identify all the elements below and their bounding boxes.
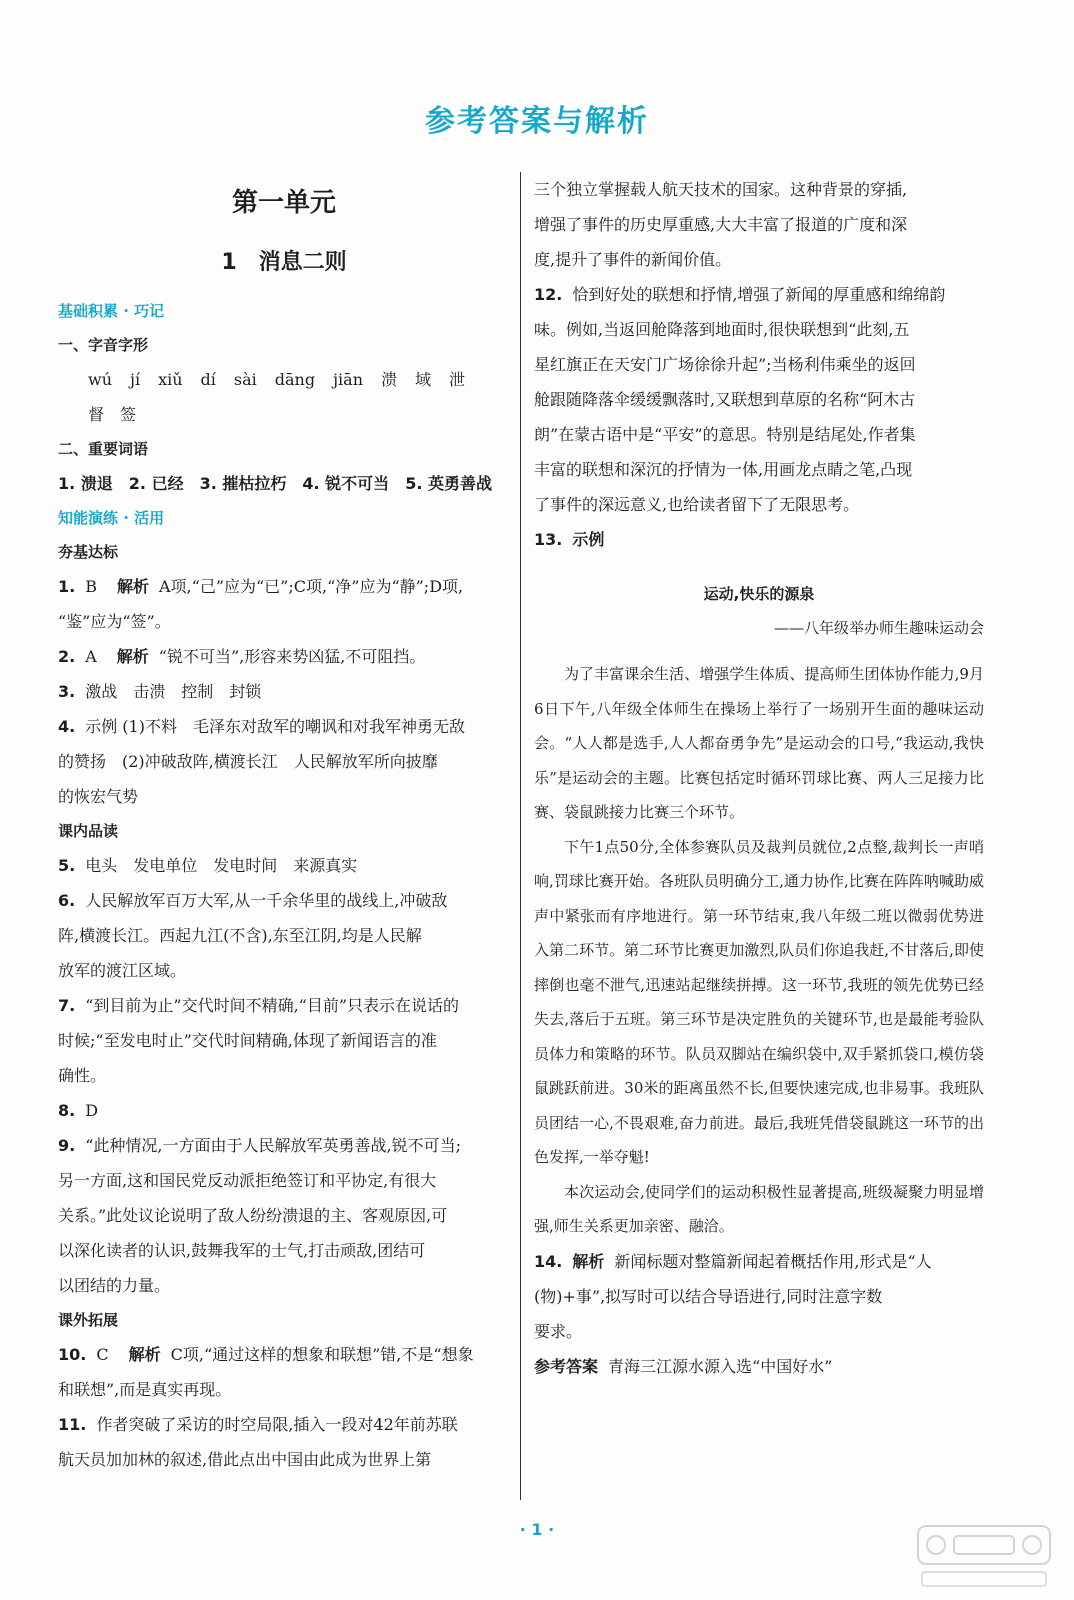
- question-13: 13. 示例: [534, 530, 605, 549]
- question-6-cont-1: 阵,横渡长江。西起九江(不含),东至江阴,均是人民解: [58, 926, 422, 945]
- section-header-basics: 基础积累 · 巧记: [58, 302, 165, 320]
- question-2: 2. A 解析 “锐不可当”,形容来势凶猛,不可阻挡。: [58, 647, 426, 666]
- question-6-cont-2: 放军的渡江区域。: [58, 961, 187, 980]
- question-8: 8. D: [58, 1101, 99, 1120]
- question-6: 6. 人民解放军百万大军,从一千余华里的战线上,冲破敌: [58, 891, 448, 910]
- question-11-cont-2: 三个独立掌握载人航天技术的国家。这种背景的穿插,: [534, 180, 908, 199]
- question-1-cont: “鉴”应为“签”。: [58, 612, 171, 631]
- question-7-cont-1: 时候;“至发电时止”交代时间精确,体现了新闻语言的准: [58, 1031, 437, 1050]
- question-12: 12. 恰到好处的联想和抒情,增强了新闻的厚重感和绵绵韵: [534, 285, 946, 304]
- question-11-cont-4: 度,提升了事件的新闻价值。: [534, 250, 732, 269]
- question-9-cont-4: 以团结的力量。: [58, 1276, 171, 1295]
- lesson-name: 消息二则: [258, 250, 347, 275]
- question-12-cont-1: 味。例如,当返回舱降落到地面时,很快联想到“此刻,五: [534, 320, 910, 339]
- part-title-pronunciation: 一、字音字形: [58, 336, 149, 354]
- right-column: [534, 172, 984, 1384]
- article-subtitle: ——八年级举办师生趣味运动会: [773, 619, 984, 637]
- subsection-foundation: 夯基达标: [58, 543, 119, 561]
- section-header-practice: 知能演练 · 活用: [58, 509, 165, 527]
- question-12-cont-6: 了事件的深远意义,也给读者留下了无限思考。: [534, 495, 860, 514]
- question-10-cont: 和联想”,而是真实再现。: [58, 1380, 232, 1399]
- page-title: 参考答案与解析: [425, 104, 649, 139]
- pinyin-row: wú jí xiǔ dí sài dāng jiān 溃 域 泄: [88, 370, 466, 389]
- question-1: 1. B 解析 A项,“己”应为“已”;C项,“净”应为“静”;D项,: [58, 577, 464, 596]
- part-title-vocabulary: 二、重要词语: [58, 440, 149, 458]
- article-paragraph-1: 为了丰富课余生活、增强学生体质、提高师生团体协作能力,9月6日下午,八年级全体师生在操场上举行了一场别开生面的趣味运动会。“人人都是选手,人人都奋勇争先”是运动会的口号,“我运动,我快乐”是运动会的主题。比赛包括定时循环罚球比赛、两人三足接力比赛、袋鼠跳接力比赛三个环节。: [534, 665, 984, 821]
- unit-title: 第一单元: [231, 188, 336, 218]
- lesson-number: 1: [221, 250, 237, 275]
- question-9-cont-2: 关系。”此处议论说明了敌人纷纷溃退的主、客观原因,可: [58, 1206, 448, 1225]
- question-4-cont-2: 的恢宏气势: [58, 787, 139, 806]
- column-divider: [520, 172, 521, 1500]
- pinyin-row-2: 督 签: [88, 405, 137, 424]
- reference-answer: 参考答案 青海三江源水源入选“中国好水”: [534, 1356, 833, 1376]
- question-12-cont-5: 丰富的联想和深沉的抒情为一体,用画龙点睛之笔,凸现: [534, 460, 913, 479]
- question-14: 14. 解析 新闻标题对整篇新闻起着概括作用,形式是“人: [534, 1251, 932, 1271]
- question-14-cont-1: (物)+事”,拟写时可以结合导语进行,同时注意字数: [534, 1286, 883, 1306]
- article-title: 运动,快乐的源泉: [703, 585, 815, 603]
- question-9: 9. “此种情况,一方面由于人民解放军英勇善战,锐不可当;: [58, 1136, 461, 1155]
- left-column: [58, 172, 510, 1477]
- question-11: 11. 作者突破了采访的时空局限,插入一段对42年前苏联: [58, 1415, 458, 1434]
- question-9-cont-1: 另一方面,这和国民党反动派拒绝签订和平协定,有很大: [58, 1171, 437, 1190]
- question-7-cont-2: 确性。: [58, 1066, 107, 1085]
- question-12-cont-3: 舱跟随降落伞缓缓飘落时,又联想到草原的名称“阿木古: [534, 390, 916, 409]
- question-12-cont-4: 朗”在蒙古语中是“平安”的意思。特别是结尾处,作者集: [534, 425, 916, 444]
- subsection-in-class-reading: 课内品读: [58, 822, 119, 840]
- watermark-logo: [914, 1522, 1054, 1592]
- question-9-cont-3: 以深化读者的认识,鼓舞我军的士气,打击顽敌,团结可: [58, 1241, 426, 1260]
- article-paragraph-2: 下午1点50分,全体参赛队员及裁判员就位,2点整,裁判长一声哨响,罚球比赛开始。各班队员明确分工,通力协作,比赛在阵阵呐喊助威声中紧张而有序地进行。第一环节结束,我八年级二班以微弱优势进入第二环节。第二环节比赛更加激烈,队员们你追我赶,不甘落后,即使摔倒也毫不泄气,迅速站起继续拼搏。这一环节,我班的领先优势已经失去,落后于五班。第三环节是决定胜负的关键环节,也是最能考验队员体力和策略的环节。队员双脚站在编织袋中,双手紧抓袋口,模仿袋鼠跳跃前进。30米的距离虽然不长,但要快速完成,也非易事。我班队员团结一心,不畏艰难,奋力前进。最后,我班凭借袋鼠跳这一环节的出色发挥,一举夺魁!: [534, 837, 984, 1166]
- page-number: · 1 ·: [519, 1520, 555, 1539]
- subsection-extension: 课外拓展: [58, 1311, 119, 1329]
- question-5: 5. 电头 发电单位 发电时间 来源真实: [58, 856, 358, 875]
- question-4-cont-1: 的赞扬 (2)冲破敌阵,横渡长江 人民解放军所向披靡: [58, 752, 438, 771]
- question-7: 7. “到目前为止”交代时间不精确,“目前”只表示在说话的: [58, 996, 460, 1015]
- lesson-title: [58, 245, 510, 276]
- question-11-cont-1: 航天员加加林的叙述,借此点出中国由此成为世界上第: [58, 1450, 432, 1469]
- question-12-cont-2: 星红旗正在天安门广场徐徐升起”;当杨利伟乘坐的返回: [534, 355, 916, 374]
- article-paragraph-3: 本次运动会,使同学们的运动积极性显著提高,班级凝聚力明显增强,师生关系更加亲密、融洽。: [534, 1182, 984, 1235]
- question-3: 3. 激战 击溃 控制 封锁: [58, 682, 262, 701]
- question-11-cont-3: 增强了事件的历史厚重感,大大丰富了报道的广度和深: [534, 215, 908, 234]
- question-4: 4. 示例 (1)不料 毛泽东对敌军的嘲讽和对我军神勇无敌: [58, 717, 465, 736]
- vocabulary-row: 1. 溃退 2. 已经 3. 摧枯拉朽 4. 锐不可当 5. 英勇善战: [58, 474, 492, 493]
- question-14-cont-2: 要求。: [534, 1321, 583, 1341]
- question-10: 10. C 解析 C项,“通过这样的想象和联想”错,不是“想象: [58, 1345, 474, 1364]
